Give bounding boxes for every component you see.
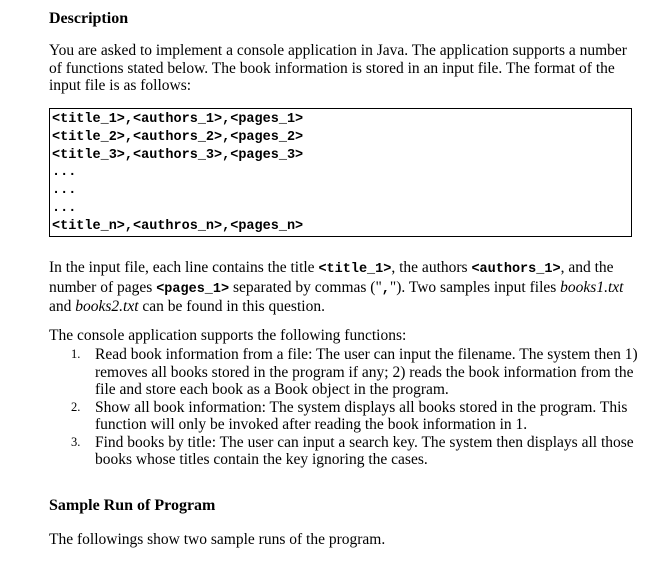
code-line: ... bbox=[52, 183, 77, 199]
filename-books2: books2.txt bbox=[75, 298, 139, 315]
inline-code-pages: <pages_1> bbox=[156, 281, 230, 297]
list-item-text: Show all book information: The system displays all books stored in the program. This function will only be invoked after reading the book information in 1. bbox=[95, 398, 628, 433]
description-heading: Description bbox=[49, 10, 129, 27]
sample-run-heading: Sample Run of Program bbox=[49, 497, 216, 514]
list-number: 1. bbox=[71, 347, 81, 361]
list-number: 2. bbox=[71, 399, 81, 414]
input-file-paragraph bbox=[49, 259, 639, 316]
intro-text: You are asked to implement a console application in Java. The application supports a number of functions stated below. The book information is stored in an input file. The format of the input file is as follows: bbox=[49, 42, 627, 94]
list-item bbox=[49, 434, 639, 469]
list-item bbox=[49, 399, 639, 434]
functions-intro-text: The console application supports the following functions: bbox=[49, 327, 407, 344]
text-run: , and the number of pages bbox=[49, 259, 614, 296]
sample-run-text: The followings show two sample runs of the program. bbox=[49, 531, 386, 548]
code-line: <title_2>,<authors_2>,<pages_2> bbox=[52, 129, 304, 145]
input-file-text bbox=[49, 259, 639, 316]
code-line: ... bbox=[52, 200, 77, 216]
list-item-text: Find books by title: The user can input a search key. The system then displays all those books whose titles contain the key ignoring the cases. bbox=[95, 433, 634, 468]
text-run: can be found in this question. bbox=[138, 298, 325, 315]
text-run: In the input file, each line contains the title bbox=[49, 259, 319, 276]
inline-code-comma: , bbox=[381, 281, 390, 297]
code-line: <title_1>,<authors_1>,<pages_1> bbox=[52, 112, 304, 127]
filename-books1: books1.txt bbox=[560, 278, 624, 296]
text-run: "). Two samples input files bbox=[389, 278, 561, 296]
functions-list bbox=[49, 346, 639, 469]
inline-code-authors: <authors_1> bbox=[471, 262, 561, 277]
input-format-code-box bbox=[49, 108, 632, 237]
text-run: , the authors bbox=[391, 259, 472, 276]
functions-intro bbox=[49, 327, 639, 345]
sample-run-paragraph bbox=[49, 531, 639, 549]
code-line: <title_3>,<authors_3>,<pages_3> bbox=[52, 147, 304, 163]
text-run: and bbox=[49, 298, 76, 315]
list-number: 3. bbox=[71, 434, 81, 449]
text-run: separated by commas (" bbox=[229, 278, 382, 296]
code-line: <title_n>,<authros_n>,<pages_n> bbox=[52, 218, 304, 234]
intro-paragraph bbox=[49, 42, 639, 95]
inline-code-title: <title_1> bbox=[318, 262, 392, 277]
code-line: ... bbox=[52, 165, 77, 181]
list-item bbox=[49, 346, 639, 399]
list-item-text: Read book information from a file: The user can input the filename. The system then 1) removes all books stored in the program if any; 2) reads the book information from the file and store each book as a Book object in the program. bbox=[95, 346, 638, 398]
